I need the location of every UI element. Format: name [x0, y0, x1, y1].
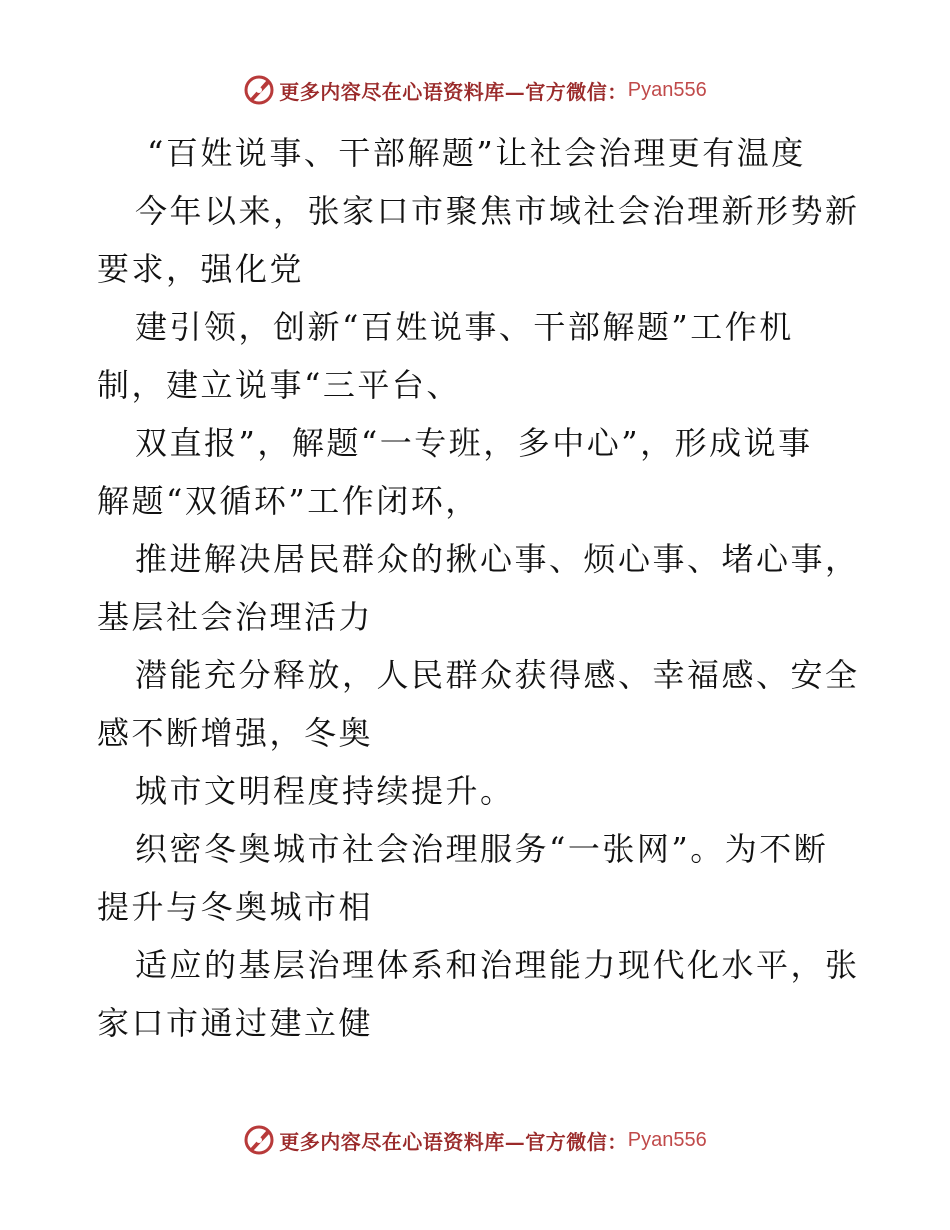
- banner-text: 更多内容尽在心语资料库—官方微信：: [279, 79, 628, 104]
- document-body: [97, 124, 860, 1052]
- text-line: 感不断增强，冬奥: [97, 714, 374, 752]
- quill-pen-circle-icon: [243, 74, 275, 106]
- text-line: 要求，强化党: [97, 250, 305, 288]
- quill-pen-circle-icon: [243, 1124, 275, 1156]
- text-line: 家口市通过建立健: [97, 1004, 374, 1042]
- header-watermark-banner: [0, 70, 950, 110]
- footer-watermark-banner: [0, 1120, 950, 1160]
- text-line: 基层社会治理活力: [97, 598, 374, 636]
- banner-wechat-id: Pyan556: [627, 1128, 707, 1151]
- banner-wechat-id: Pyan556: [627, 78, 707, 101]
- text-line: 城市文明程度持续提升。: [135, 772, 515, 810]
- text-line: 推进解决居民群众的揪心事、烦心事、堵心事，: [135, 540, 860, 578]
- text-line: 提升与冬奥城市相: [97, 888, 374, 926]
- text-line: 制，建立说事“三平台、: [97, 366, 461, 404]
- text-line: 建引领，创新“百姓说事、干部解题”工作机: [135, 308, 794, 346]
- document-title: “百姓说事、干部解题”让社会治理更有温度: [147, 134, 806, 172]
- text-line: 双直报”，解题“一专班，多中心”，形成说事: [135, 424, 813, 462]
- text-line: 今年以来，张家口市聚焦市域社会治理新形势新: [135, 192, 860, 230]
- text-line: 织密冬奥城市社会治理服务“一张网”。为不断: [135, 830, 829, 868]
- text-line: 解题“双循环”工作闭环，: [97, 482, 480, 520]
- text-line: 适应的基层治理体系和治理能力现代化水平，张: [135, 946, 860, 984]
- banner-text: 更多内容尽在心语资料库—官方微信：: [279, 1129, 628, 1154]
- text-line: 潜能充分释放，人民群众获得感、幸福感、安全: [135, 656, 860, 694]
